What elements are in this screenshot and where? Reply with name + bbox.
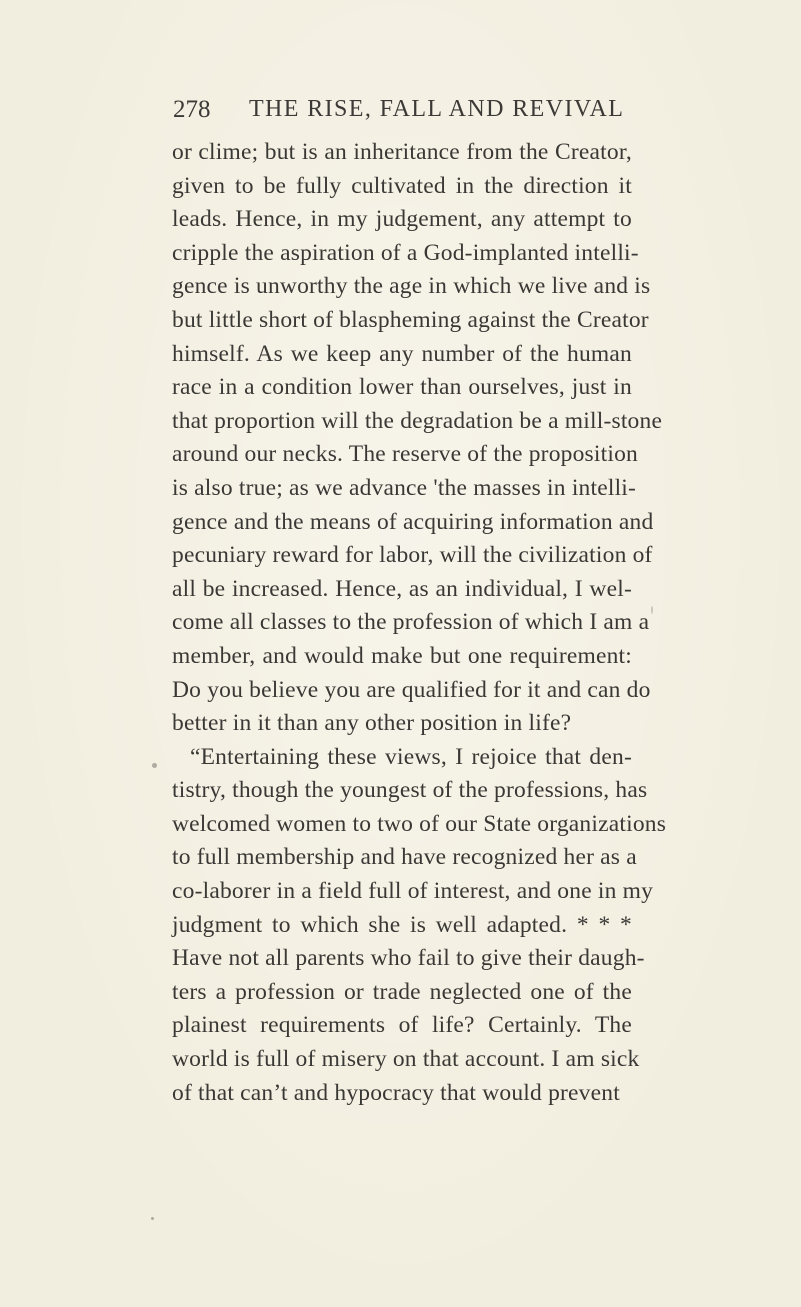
page-number: 278 <box>173 96 211 123</box>
text-line: member, and would make but one requirement: <box>172 642 632 669</box>
text-line: gence and the means of acquiring information and <box>172 508 654 535</box>
text-line: is also true; as we advance 'the masses in intelli- <box>172 474 637 501</box>
paper-speck <box>151 1217 154 1220</box>
text-line: plainest requirements of life? Certainly. The <box>172 1012 632 1039</box>
text-line: race in a condition lower than ourselves, just in <box>172 374 632 401</box>
text-line: to full membership and have recognized her as a <box>172 844 637 871</box>
paper-speck <box>651 606 653 614</box>
text-line: Have not all parents who fail to give their daugh- <box>172 945 645 972</box>
text-line: Do you believe you are qualified for it and can do <box>172 676 651 703</box>
text-line: better in it than any other position in life? <box>172 710 572 737</box>
text-line: welcomed women to two of our State organizations <box>172 810 667 837</box>
text-line: or clime; but is an inheritance from the Creator, <box>172 139 632 165</box>
text-line: leads. Hence, in my judgement, any attempt to <box>172 206 632 233</box>
paper-speck <box>152 763 157 768</box>
text-line: gence is unworthy the age in which we live and is <box>172 273 651 300</box>
text-line: himself. As we keep any number of the human <box>172 340 632 367</box>
text-line: cripple the aspiration of a God-implanted intelli- <box>172 239 639 266</box>
text-line: judgment to which she is well adapted. * * * <box>172 911 632 938</box>
text-line: all be increased. Hence, as an individual, I wel- <box>172 575 632 602</box>
text-line: world is full of misery on that account. I am sick <box>172 1046 640 1073</box>
text-line: “Entertaining these views, I rejoice that den- <box>190 743 632 770</box>
running-title: THE RISE, FALL AND REVIVAL <box>249 96 625 122</box>
text-line: around our necks. The reserve of the proposition <box>172 441 638 468</box>
text-line: that proportion will the degradation be a mill-stone <box>172 407 663 434</box>
text-line: but little short of blaspheming against the Creator <box>172 306 649 333</box>
text-line: given to be fully cultivated in the direction it <box>172 172 632 199</box>
text-line: of that can’t and hypocracy that would prevent <box>172 1079 620 1106</box>
text-line: pecuniary reward for labor, will the civilization of <box>172 542 653 569</box>
text-line: tistry, though the youngest of the professions, has <box>172 777 648 804</box>
text-line: co-laborer in a field full of interest, and one in my <box>172 878 654 905</box>
text-line: ters a profession or trade neglected one of the <box>172 978 632 1005</box>
text-line: come all classes to the profession of which I am a <box>172 609 650 636</box>
body-text <box>172 136 667 1110</box>
